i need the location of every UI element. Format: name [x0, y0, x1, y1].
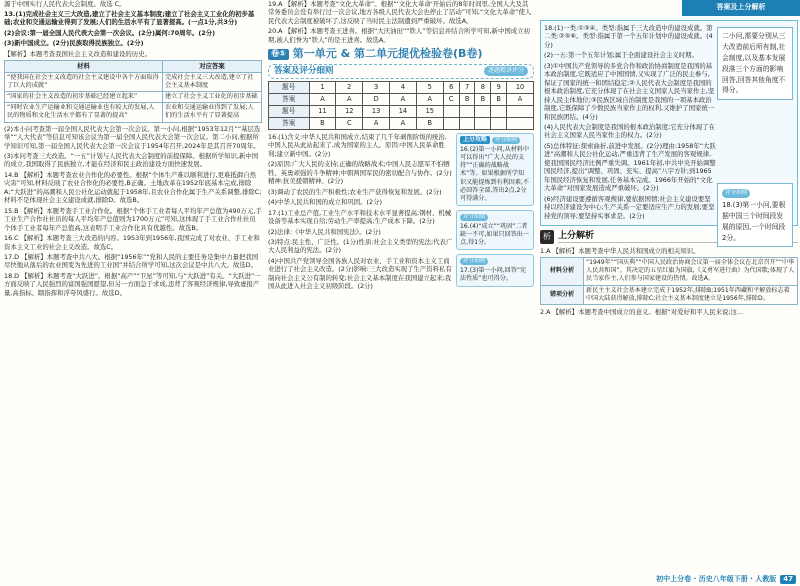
- answer-cell: A: [390, 118, 417, 130]
- answer-cell: A: [363, 118, 390, 130]
- empty-cell: [507, 106, 534, 118]
- row-text: 新民主主义社会基本建立完成于1952年,排除B;1951年西藏和平解放标志着中国大陆获得解放,排除C;社会主义基本制度建立是1956年,排除D。: [584, 285, 798, 304]
- answer-16-2: (2)原因:广大人民的支持;正确的战略战术;中国人民志愿军不怕牺牲、英勇顽强的斗争精神;中朝两国军民的密切配合与协作。(2分)精神:抗美援朝精神。(2分): [268, 160, 452, 186]
- answer-19: 19.A 【解析】本题考查“文化大革命”。根据“‘文化大革命’开始后的8年时间里,全国人大及其常务委员会没有举行过一次会议,地方各级人民代表大会也停止了活动”可知,“文化大革命”使人民代表大会制度被破坏了,这反映了当时民主法制遭到严重破坏。故选A。: [268, 0, 532, 25]
- answer-cell: C: [443, 94, 459, 106]
- answer-18-3: (3)①中国共产党领导的多党合作和政治协商制度是我国的基本政治制度,它既适应了中国国情,又实现了广泛的民主参与,保证了国家的统一和团结稳定;②人民代表大会制度是我国的根本政治制度,它充分体现了在社会主义国家人民当家作主,坚持人民主体地位;③民族区域自治制度是我国的一项基本政治制度,它既保障了少数民族当家作主的权利,又维护了国家统一和民族团结。(4分): [544, 61, 715, 121]
- question-number: 12: [336, 106, 363, 118]
- empty-cell: [475, 118, 491, 130]
- empty-cell: [491, 106, 507, 118]
- answer-16-3: (3)调动了农民的生产积极性;农业生产获得恢复和发展。(2分): [268, 187, 442, 196]
- empty-cell: [507, 118, 534, 130]
- row-header: 题号: [269, 82, 310, 94]
- table-row: [269, 82, 534, 94]
- answer-17-1: 17.(1)工业总产值,工业生产水平和技术水平显著提高;钢材、机械设备等基本实现自给;劳动生产率提高;生产成本下降。(2分): [268, 208, 452, 226]
- answer-cell: D: [363, 94, 390, 106]
- answer-bar: [268, 64, 534, 79]
- answer-cell: B: [491, 94, 507, 106]
- answer-cell: A: [390, 94, 417, 106]
- question-number: 2: [336, 82, 363, 94]
- answer-bar-title: 答案及评分细则: [274, 65, 334, 76]
- table-cell: 完成社会主义三大改造,建立了社会主义基本制度: [162, 72, 261, 91]
- table-cell: “使我国在社会主义改造的社会主义建设中各个方面取得了巨大的成就”: [5, 72, 163, 91]
- analysis-table: [540, 257, 798, 304]
- paragraph: 源于中国实行人民代表大会制度。故选 C。: [4, 0, 126, 8]
- question-number: 15: [416, 106, 443, 118]
- table-row: [5, 72, 262, 91]
- tip-subtag: 评分细则: [460, 258, 488, 265]
- answer-cell: A: [309, 94, 336, 106]
- tip-tag: 上分攻略: [460, 136, 490, 144]
- table-cell: “国家的社会主义改造的初步基础已经建立起来”: [5, 92, 163, 103]
- note-tag: 评分细则: [722, 189, 750, 198]
- answer-cell: A: [336, 94, 363, 106]
- page-number: 47: [780, 575, 796, 584]
- column-right: [540, 0, 798, 586]
- question-number: 5: [416, 82, 443, 94]
- table-row: [541, 285, 798, 304]
- row-header: 答案: [269, 94, 310, 106]
- answer-cell: A: [416, 94, 443, 106]
- table-row: [541, 258, 798, 285]
- table-header: 材料: [5, 61, 163, 72]
- analysis-icon: 析: [540, 230, 554, 244]
- answer-cell: B: [309, 118, 336, 130]
- row-label: 材料分析: [541, 258, 584, 285]
- comparison-table: [4, 60, 262, 122]
- empty-cell: [475, 106, 491, 118]
- header-tab: 答案及上分解析: [682, 0, 800, 16]
- question-number: 4: [390, 82, 417, 94]
- table-row: [269, 118, 534, 130]
- table-header: 对应答案: [162, 61, 261, 72]
- answer-14: 14.B 【解析】本题考查农业合作化的必要性。根据“个体生产难以顺利进行,更难抵御自然灾害”可知,材料反映了农业合作化的必要性,B正确。土地改革在1952年底基本完成,排除A;“大跃进”的高潮和人民公社化运动就起于1958年,且农业合作化属于生产关系调整,排除C;材料不是体现社会主义建设成就,排除D。故选B。: [4, 170, 262, 205]
- question-number: 14: [390, 106, 417, 118]
- answer-17-2: (2)法律:《中华人民共和国宪法》。(2分): [268, 227, 381, 236]
- answer-13-2: (2)会议:第一届全国人民代表大会第一次会议。(2分)属何:70周年。(2分): [4, 28, 216, 37]
- answer-cell: C: [336, 118, 363, 130]
- answers-block: [268, 133, 453, 293]
- answer-17: 17.D 【解析】本题考查中共八大。根据“1956年”“党和人民的主要任务是集中力量把我国尽快地从落后的农业国变为先进的工业国”并结合所学可知,这次会议是中共八大。故选D。: [4, 252, 259, 270]
- answer-18-text: [544, 24, 716, 220]
- question-number: 13: [363, 106, 390, 118]
- section-title: [268, 47, 534, 62]
- answer-13-3: (3)新中国成立。(2分)民族取得民族独立。(2分): [4, 39, 144, 48]
- table-row: [5, 92, 262, 103]
- row-text: “1949年”“国庆典”“中国人民政治协商会议第一届全体会议在北京召开”“中华人民共和国”。其决定的五星红旗为国旗,《义勇军进行曲》为代国歌;体现了人民当家作主,人们参与国家建设的热情。故选A。: [584, 258, 798, 285]
- empty-cell: [491, 118, 507, 130]
- table-row: [5, 103, 262, 122]
- row-header: 答案: [269, 118, 310, 130]
- question-number: 8: [475, 82, 491, 94]
- footer-text: 初中上分卷 · 历史八年级下册 · 人教版: [656, 574, 777, 583]
- question-number: 9: [491, 82, 507, 94]
- page-footer: [656, 575, 796, 584]
- table-row: [269, 106, 534, 118]
- tips-sidebar: [456, 133, 534, 293]
- empty-cell: [459, 106, 475, 118]
- empty-cell: [443, 118, 459, 130]
- question-number: 7: [459, 82, 475, 94]
- answer-cell: B: [416, 118, 443, 130]
- answer-18-2: (2)一五:第一个五年计划;属于全面建设社会主义时期。: [544, 51, 698, 60]
- analysis-1-intro: 1.A 【解析】本题考查中华人民共和国成立的相关知识。: [540, 246, 700, 255]
- answer-17-3: (3)特点:民主性、广泛性。(1分)性质:社会主义类型的宪法;代表广大人民利益的宪法。(2分): [268, 237, 453, 255]
- table-cell: 建立了社会主义工业化的初步基础: [162, 92, 261, 103]
- question-number: 6: [443, 82, 459, 94]
- empty-cell: [459, 118, 475, 130]
- answer-18-1: 18.(1)一类:①③④。类型:指属于三大改造中的建设成就。第二类:②⑤⑥。类型:指属于第一个五年计划中的建设成就。(4分): [544, 24, 713, 49]
- answer-20: 20.A 【解析】本题考查王进喜。根据“大庆油田”“铁人”等信息并结合所学可知,新中国成立初期,被人们誉为“铁人”的是王进喜。故选A。: [268, 27, 530, 44]
- answer-grid: [268, 81, 534, 130]
- paragraph: (3)本问考查三大改造。“一五”计划与人民代表大会制度的前提保障。根据所学知识,新中国的成立,我国取得了民族独立,才能在经济和民主政治建设方面快速发展。: [4, 151, 259, 169]
- section-title-text: 第一单元 & 第二单元提优检验卷(B卷): [292, 47, 483, 61]
- row-label: 错项分析: [541, 285, 584, 304]
- answer-18-5: (5)总体特征:探索曲折,前进中发展。(2分)理由:1958年“大跃进”高潮和人民公社化运动,严重违背了生产发展的客观规律,使我国国民经济比例严重失调。1961年初,中共中央开始调整国民经济,提出“调整、巩固、充实、提高”八字方针;到1965年国民经济恢复和发展,任务基本完成。1966年开始的“文化大革命”对国家发展造成严重破坏。(2分): [544, 141, 716, 193]
- paragraph: (2)本小问考查第一届全国人民代表大会第一次会议。第一小问,根据“1953年12月”“基层选举”“人大代表”等信息可知该会议为第一届全国人民代表大会第一次会议。第二小问,根据所学知识可知,第一届全国人民代表大会第一次会议于1954年召开,2024年是其召开70周年。: [4, 124, 261, 150]
- tip-text: 17.(3)第一小问,回答“宪法性质”也可得分。: [460, 267, 527, 283]
- tip-subtag: 评分细则: [492, 137, 520, 144]
- answer-bar-note: 逐题精讲评分: [484, 66, 528, 76]
- question-number: 10: [507, 82, 534, 94]
- analysis-2: 2.A 【解析】本题考查中国成立的意义。根据“对爱好和平人民来说;这…: [540, 307, 744, 316]
- tip-card: [456, 210, 534, 250]
- answer-18: 18.D 【解析】本题考查“大跃进”。根据“高产”“卫星”等可知,与“大跃进”有关。“大跃进”一方面反映了人民强烈的富国强国愿望,但另一方面急于求成,违背了客观经济规律,导致虚报产量,高指标、瞎指挥和浮夸风盛行。故选D。: [4, 271, 261, 297]
- answer-18-6: (6)经济建设要遵循客观规律,要依据国情;社会主义建设要坚持以经济建设为中心;生产关系一定要适应生产力的发展;要坚持党的领导;要坚持实事求是。(2分): [544, 194, 715, 220]
- question-number: 3: [363, 82, 390, 94]
- note-text: 18.(3)第一小问,要根据中国三个时间段发展的原因,一个时间段2分。: [722, 200, 786, 242]
- tip-subtag: 评分细则: [460, 214, 488, 221]
- table-cell: 农业和交通运输业得到了发展;人们的生活水平有了显著提高: [162, 103, 261, 122]
- section-badge: 卷⑤: [268, 49, 289, 60]
- analysis-title: 上分解析: [558, 231, 798, 244]
- answer-cell: A: [507, 94, 534, 106]
- side-note: [717, 183, 793, 247]
- answer-cell: B: [459, 94, 475, 106]
- question-number: 11: [309, 106, 336, 118]
- tip-text: 16.(2)第一小问,从材料中可以得出“广大人民的支持”“正确的战略战术”等。如果根据所学知识又能提炼到有利因素,不必回答全部,答出2点,2分可得满分。: [460, 146, 530, 202]
- table-cell: “同时农业生产运输业和交通运输业也有较大的发展,人民的物质和文化生活水平都有了显著的提高”: [5, 103, 163, 122]
- row-header: 题号: [269, 106, 310, 118]
- answers-with-tips: [268, 133, 534, 293]
- answer-16: 16.C 【解析】本题考查三大改造的内容。1953年到1956年,我国完成了对农业、手工业和资本主义工业的社会主义改造。故选C。: [4, 234, 260, 251]
- table-row: [269, 94, 534, 106]
- answer-13-1: 13.(1)完成社会主义三大改造,建立了社会主义基本制度;建立了社会主义工业化的初步基础;农业和交通运输业得到了发展;人们的生活水平有了显著提高。(一点1分,共3分): [4, 9, 255, 27]
- answer-15: 15.B 【解析】本题考查手工业合作化。根据“个体手工业者每人平均年产总值为490万元,手工业生产合作社社员的每人平均年产总值则为1700万元”可知,这体现了手工业合作社社员个体手工业者每年产总值高,这表明手工业合作化具有优越性。故选B。: [4, 206, 262, 232]
- answer-16-1: 16.(1)含义:中华人民共和国成立,结束了几千年剥削阶级的统治,中国人民从此站起来了,成为国家的主人。原因:中国人民革命胜利;建立新中国。(2分): [268, 133, 447, 158]
- question-number: 1: [309, 82, 336, 94]
- empty-cell: [443, 106, 459, 118]
- side-note: 二小问,需要分别从三大改造前后所有制,社会制度,以及基本发展段落三个方面的影响回答,回答其他角度不得分。: [717, 27, 793, 100]
- answer-cell: B: [475, 94, 491, 106]
- answer-17-4: (4)中国共产党领导全国各族人民对农业、手工业和资本主义工商业进行了社会主义改造。(2分)影响:三大改造实现了生产资料私有制向社会主义公有制的转变;社会主义基本制度在我国建立起来;我国从此进入社会主义初级阶段。(2分): [268, 256, 452, 291]
- tip-card: [456, 133, 534, 206]
- answer-18-4: (4)人民代表大会制度是我国的根本政治制度;它充分体现了在社会主义国家人民当家作主的权力。(2分): [544, 122, 715, 140]
- column-middle: [268, 0, 534, 586]
- tip-card: [456, 254, 534, 286]
- tip-text: 16.(4)“成立”“巩固”二者缺一不可,如果只回答出一点,得1分。: [460, 222, 529, 247]
- column-left: [4, 0, 262, 586]
- answer-16-4: (4)中华人民共和国的成立和巩固。(2分): [268, 198, 382, 207]
- analysis-13: 【解析】本题考查我国社会主义改造和建设的历史。: [4, 49, 151, 58]
